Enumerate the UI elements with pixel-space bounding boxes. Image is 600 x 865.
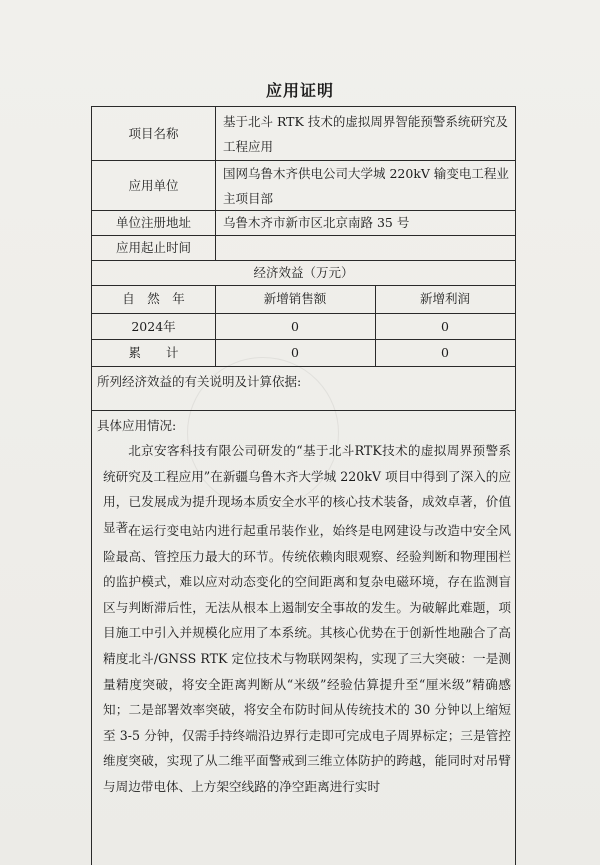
application-label: 具体应用情况: bbox=[97, 418, 177, 433]
column-header-new-profit: 新增利润 bbox=[419, 291, 470, 306]
column-header-year: 自 然 年 bbox=[122, 291, 185, 306]
value-registered-address: 乌鲁木齐市新市区北京南路 35 号 bbox=[223, 215, 410, 230]
row-2024-year: 2024年 bbox=[131, 319, 176, 334]
row-total-profit: 0 bbox=[441, 345, 449, 360]
row-2024-profit: 0 bbox=[441, 319, 449, 334]
economic-benefit-header: 经济效益（万元） bbox=[253, 265, 354, 280]
value-application-unit: 国网乌鲁木齐供电公司大学城 220kV 输变电工程业主项目部 bbox=[223, 166, 509, 206]
certificate-table bbox=[91, 106, 516, 865]
label-application-unit: 应用单位 bbox=[128, 178, 179, 193]
column-header-new-sales: 新增销售额 bbox=[263, 291, 327, 306]
label-project-name: 项目名称 bbox=[128, 126, 179, 141]
label-application-period: 应用起止时间 bbox=[115, 240, 191, 255]
value-project-name: 基于北斗 RTK 技术的虚拟周界智能预警系统研究及工程应用 bbox=[223, 114, 508, 154]
document-title: 应用证明 bbox=[265, 81, 334, 100]
application-paragraph-1: 北京安客科技有限公司研发的“基于北斗RTK技术的虚拟周界预警系统研究及工程应用”在新疆乌鲁木齐大学城 220kV 项目中得到了深入的应用，已发展成为提升现场本质安全水平的核心技术装备，成效卓著，价值显著。 bbox=[103, 443, 511, 535]
column-divider bbox=[215, 107, 216, 260]
row-divider bbox=[92, 366, 515, 367]
basis-label: 所列经济效益的有关说明及计算依据: bbox=[97, 374, 302, 389]
row-total-sales: 0 bbox=[291, 345, 299, 360]
row-2024-sales: 0 bbox=[291, 319, 299, 334]
label-registered-address: 单位注册地址 bbox=[115, 215, 191, 230]
row-divider bbox=[92, 410, 515, 411]
application-paragraph-2: 在运行变电站内进行起重吊装作业，始终是电网建设与改造中安全风险最高、管控压力最大的环节。传统依赖肉眼观察、经验判断和物理围栏的监护模式，难以应对动态变化的空间距离和复杂电磁环境，存在监测盲区与判断滞后性，无法从根本上遏制安全事故的发生。为破解此难题，项目施工中引入并规模化应用了本系统。其核心优势在于创新性地融合了高精度北斗/GNSS RTK 定位技术与物联网架构，实现了三大突破：一是测量精度突破，将安全距离判断从“米级”经验估算提升至“厘米级”精确感知；二是部署效率突破，将安全布防时间从传统技术的 30 分钟以上缩短至 3-5 分钟，仅需手持终端沿边界行走即可完成电子周界标定；三是管控维度突破，实现了从二维平面警戒到三维立体防护的跨越，能同时对吊臂与周边带电体、上方架空线路的净空距离进行实时 bbox=[103, 523, 511, 794]
row-total-label: 累 计 bbox=[128, 345, 179, 360]
